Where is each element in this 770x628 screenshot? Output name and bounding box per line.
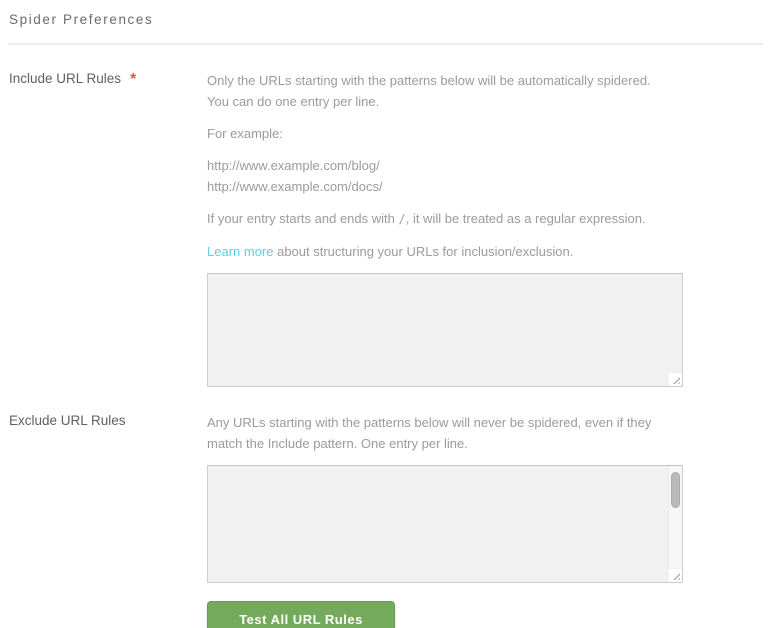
exclude-url-rules-label: Exclude URL Rules [9,413,126,428]
regex-slash-code: / [398,212,406,226]
exclude-url-rules-content [207,412,683,583]
resize-grip-icon[interactable] [669,373,682,386]
exclude-description [207,412,683,454]
scrollbar-thumb[interactable] [671,472,680,508]
example-urls [207,155,683,197]
include-description [207,70,683,112]
exclude-url-rules-label-col [8,412,207,583]
include-url-rules-label: Include URL Rules [9,71,122,86]
include-url-rules-textarea[interactable] [207,273,683,387]
actions-content [207,601,683,628]
exclude-url-rules-row [8,412,763,583]
example-url-docs: http://www.example.com/docs/ [207,179,383,194]
exclude-description-line2: match the Include pattern. One entry per line. [207,436,468,451]
example-intro: For example: [207,126,283,141]
exclude-url-rules-textarea[interactable] [207,465,683,583]
regex-note-suffix: , it will be treated as a regular expression. [405,211,646,226]
test-all-url-rules-button[interactable]: Test All URL Rules [207,601,395,628]
section-divider [8,43,763,45]
include-textarea-wrap [207,273,683,387]
page-title: Spider Preferences [9,12,154,27]
include-url-rules-label-col [8,70,207,387]
learn-more-sentence [207,241,683,262]
include-description-line2: You can do one entry per line. [207,94,380,109]
learn-more-rest: about structuring your URLs for inclusion/exclusion. [273,244,574,259]
regex-note-prefix: If your entry starts and ends with [207,211,399,226]
example-url-blog: http://www.example.com/blog/ [207,158,380,173]
required-asterisk-icon: * [130,71,137,88]
exclude-description-line1: Any URLs starting with the patterns below will never be spidered, even if they [207,415,652,430]
resize-grip-icon[interactable] [669,569,682,582]
include-url-rules-row [8,70,763,387]
include-url-rules-content [207,70,683,387]
regex-note [207,208,683,230]
exclude-textarea-wrap [207,465,683,583]
vertical-scrollbar[interactable] [668,466,682,568]
actions-label-spacer [8,601,207,628]
learn-more-link[interactable]: Learn more [207,244,274,259]
include-description-line1: Only the URLs starting with the patterns below will be automatically spidered. [207,73,651,88]
actions-row [8,601,763,628]
